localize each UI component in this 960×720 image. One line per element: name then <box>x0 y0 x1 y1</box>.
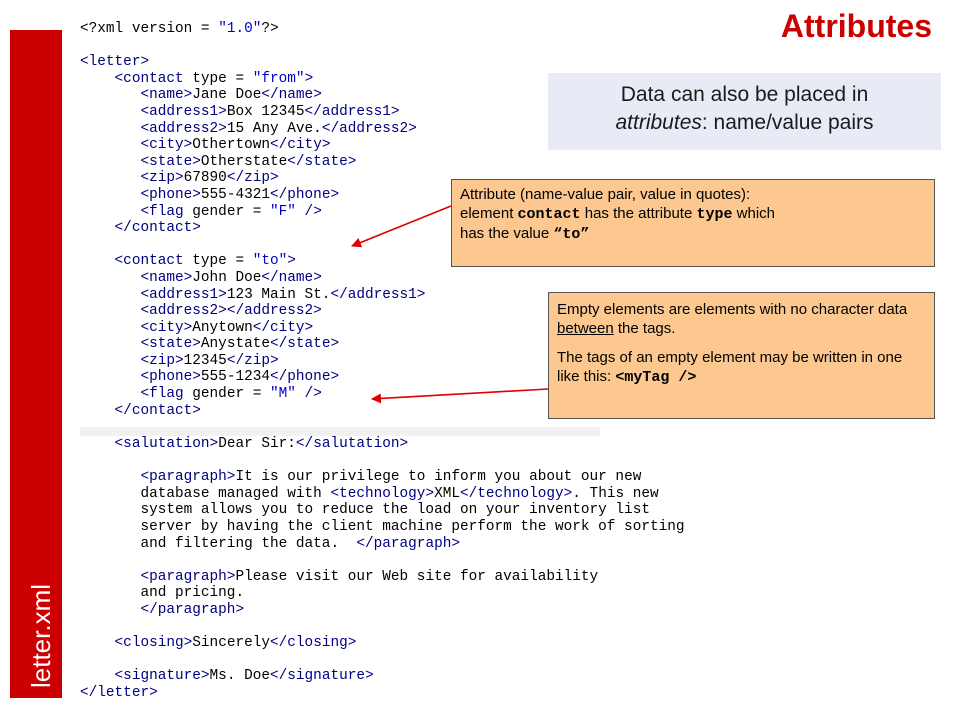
xml-tag: <signature> <box>114 668 210 685</box>
xml-text: gender = <box>183 203 270 220</box>
xml-tag: <flag <box>140 386 184 403</box>
attribute-note-code-contact: contact <box>517 206 581 223</box>
attribute-note-line2 <box>460 204 926 224</box>
attribute-note-text-b: has the attribute <box>580 205 697 222</box>
attribute-note-line3 <box>460 224 926 244</box>
code-line <box>80 320 600 337</box>
intro-callout-rest: : name/value pairs <box>701 111 874 134</box>
xml-tag: </phone> <box>270 369 340 386</box>
empty-note-text-c: The tags of an empty element may be written in one like this: <box>557 349 903 385</box>
xml-text: Ms. Doe <box>209 668 270 685</box>
xml-tag: <address1> <box>140 286 227 303</box>
xml-text <box>80 253 115 269</box>
attribute-note-line1: Attribute (name-value pair, value in quotes): <box>460 186 751 203</box>
xml-text: type = <box>183 70 253 87</box>
xml-text: ?> <box>261 21 279 37</box>
code-line <box>80 668 600 685</box>
xml-text <box>80 469 140 485</box>
xml-code-bottom <box>80 436 685 702</box>
code-line <box>80 154 600 171</box>
xml-tag: </technology> <box>460 485 573 502</box>
code-line <box>80 71 600 88</box>
xml-value: "F" <box>270 203 296 220</box>
xml-tag: </city> <box>270 137 331 154</box>
xml-text: It is our privilege to inform you about our new <box>235 469 642 486</box>
xml-text: system allows you to reduce the load on your inventory list <box>80 502 650 519</box>
xml-value: "to" <box>252 253 288 270</box>
xml-text <box>80 336 140 352</box>
xml-text <box>80 287 140 303</box>
xml-text: Box 12345 <box>226 103 305 120</box>
xml-tag: <closing> <box>114 635 193 652</box>
code-line <box>80 602 600 619</box>
xml-text <box>80 270 140 286</box>
code-line <box>80 386 600 403</box>
xml-text: 15 Any Ave. <box>226 120 322 137</box>
xml-text <box>80 170 140 186</box>
xml-tag: </name> <box>261 269 322 286</box>
xml-tag: <zip> <box>140 170 184 187</box>
xml-tag: </contact> <box>114 402 201 419</box>
code-line <box>80 87 600 104</box>
xml-tag: </contact> <box>114 220 201 237</box>
attribute-note-code-to: “to” <box>553 226 590 243</box>
empty-note-text-b: the tags. <box>613 320 676 337</box>
xml-tag: <name> <box>140 87 193 104</box>
xml-tag: </state> <box>270 336 340 353</box>
empty-note-text-a: Empty elements are elements with no character data <box>557 301 908 318</box>
xml-text: database managed with <box>80 485 331 502</box>
code-line <box>80 502 650 519</box>
code-line <box>80 619 600 636</box>
code-line <box>80 369 600 386</box>
code-line <box>80 54 600 71</box>
xml-text: 555-1234 <box>200 369 270 386</box>
xml-tag: <phone> <box>140 186 201 203</box>
xml-value: "M" <box>270 386 296 403</box>
xml-tag: </name> <box>261 87 322 104</box>
code-line <box>80 685 600 702</box>
xml-text: server by having the client machine perform the work of sorting <box>80 518 685 535</box>
xml-text: Anytown <box>192 319 253 336</box>
xml-tag: <technology> <box>330 485 435 502</box>
xml-text <box>80 137 140 153</box>
xml-tag: </state> <box>287 153 357 170</box>
xml-text: Sincerely <box>192 635 271 652</box>
page-title: Attributes <box>780 8 932 44</box>
xml-text <box>80 303 140 319</box>
xml-text <box>80 87 140 103</box>
xml-tag: </zip> <box>226 170 279 187</box>
attribute-note-text-a: element <box>460 205 518 222</box>
empty-element-note-p1 <box>557 300 926 338</box>
code-line <box>80 353 600 370</box>
xml-tag: <phone> <box>140 369 201 386</box>
code-line <box>80 518 685 536</box>
xml-text <box>80 602 140 618</box>
xml-text <box>80 369 140 385</box>
xml-tag: </paragraph> <box>140 601 245 618</box>
xml-value: "1.0" <box>218 21 262 37</box>
xml-text <box>80 436 115 452</box>
file-name-label: letter.xml <box>26 583 56 688</box>
xml-tag: <flag <box>140 203 184 220</box>
attribute-note-text-d: has the value <box>460 225 554 242</box>
xml-tag: /> <box>295 386 322 403</box>
xml-tag: > <box>287 253 296 270</box>
xml-tag: <city> <box>140 137 193 154</box>
empty-element-note <box>548 292 935 419</box>
xml-tag: </signature> <box>270 668 374 685</box>
xml-tag: <letter> <box>80 54 150 71</box>
xml-tag: <address2> <box>140 120 227 137</box>
code-divider <box>80 427 600 436</box>
code-line <box>80 270 600 287</box>
code-line <box>80 536 600 553</box>
xml-tag: </letter> <box>80 684 158 701</box>
xml-text <box>80 121 140 137</box>
xml-text <box>80 320 140 336</box>
xml-text: John Doe <box>192 269 262 286</box>
xml-text: 12345 <box>183 352 227 369</box>
xml-tag: </address1> <box>330 286 426 303</box>
intro-callout-line2 <box>548 109 941 137</box>
xml-text <box>80 635 115 651</box>
xml-tag: </zip> <box>226 352 279 369</box>
xml-tag: <contact <box>114 253 184 270</box>
xml-text <box>80 569 140 585</box>
empty-element-note-p2 <box>557 348 926 387</box>
xml-text: type = <box>183 253 253 270</box>
xml-tag: </phone> <box>270 186 340 203</box>
xml-text <box>80 71 115 87</box>
code-line <box>80 38 600 55</box>
code-line <box>80 453 600 470</box>
xml-tag: <name> <box>140 269 193 286</box>
xml-tag: <paragraph> <box>140 568 236 585</box>
code-line <box>80 552 600 569</box>
xml-tag: </address2> <box>226 303 322 320</box>
code-line <box>80 21 600 38</box>
attribute-note <box>451 179 935 267</box>
code-line <box>80 469 642 486</box>
xml-tag: <address1> <box>140 103 227 120</box>
xml-text <box>80 154 140 170</box>
xml-text: Othertown <box>192 137 271 154</box>
xml-text: Anystate <box>200 336 270 353</box>
xml-tag: </closing> <box>270 635 357 652</box>
code-line <box>80 287 600 304</box>
xml-tag: <state> <box>140 153 201 170</box>
xml-text: <?xml version = <box>80 21 219 37</box>
xml-text: and filtering the data. <box>80 535 357 552</box>
xml-tag: </address1> <box>304 103 400 120</box>
xml-tag: <address2> <box>140 303 227 320</box>
code-line <box>80 569 600 586</box>
intro-callout-italic: attributes <box>615 111 702 134</box>
xml-text <box>80 353 140 369</box>
xml-tag: > <box>304 70 314 87</box>
xml-tag: </salutation> <box>295 436 409 452</box>
xml-tag: </paragraph> <box>356 535 460 552</box>
xml-text: 555-4321 <box>200 186 270 203</box>
xml-text <box>80 403 115 419</box>
xml-text: Otherstate <box>200 153 288 170</box>
xml-tag: <city> <box>140 319 193 336</box>
empty-note-underlined: between <box>557 320 614 337</box>
code-line <box>80 336 600 353</box>
code-line <box>80 635 600 652</box>
code-line <box>80 485 659 503</box>
attribute-note-code-type: type <box>696 206 733 223</box>
code-line <box>80 104 600 121</box>
xml-value: "from" <box>252 70 305 87</box>
xml-text: Please visit our Web site for availability <box>235 568 599 585</box>
xml-tag: <paragraph> <box>140 469 236 486</box>
xml-tag: </address2> <box>321 120 417 137</box>
code-line <box>80 585 600 602</box>
intro-callout <box>548 73 941 150</box>
xml-text: Dear Sir: <box>218 436 296 452</box>
intro-callout-line1: Data can also be placed in <box>620 83 869 106</box>
xml-text: . This new <box>572 485 659 502</box>
xml-text: XML <box>434 485 461 502</box>
xml-text <box>80 668 115 684</box>
code-line <box>80 121 600 138</box>
attribute-note-text-c: which <box>732 205 776 222</box>
xml-text <box>80 187 140 203</box>
xml-tag: </city> <box>252 319 314 336</box>
code-line <box>80 436 600 453</box>
xml-text: gender = <box>183 386 270 403</box>
xml-tag: <contact <box>114 70 184 87</box>
xml-text <box>80 386 140 402</box>
code-line <box>80 137 600 154</box>
xml-text <box>80 220 115 236</box>
xml-text: and pricing. <box>80 585 245 602</box>
xml-text <box>80 104 140 120</box>
xml-text: 123 Main St. <box>226 286 331 303</box>
xml-tag: /> <box>295 203 322 220</box>
xml-tag: <state> <box>140 336 201 353</box>
empty-note-code-mytag: <myTag /> <box>615 369 697 386</box>
xml-text <box>80 204 140 220</box>
xml-text: 67890 <box>183 170 227 187</box>
xml-text: Jane Doe <box>192 87 262 104</box>
xml-tag: <salutation> <box>114 436 219 452</box>
code-line <box>80 652 600 669</box>
code-line <box>80 403 600 420</box>
code-line <box>80 303 600 320</box>
xml-tag: <zip> <box>140 352 184 369</box>
